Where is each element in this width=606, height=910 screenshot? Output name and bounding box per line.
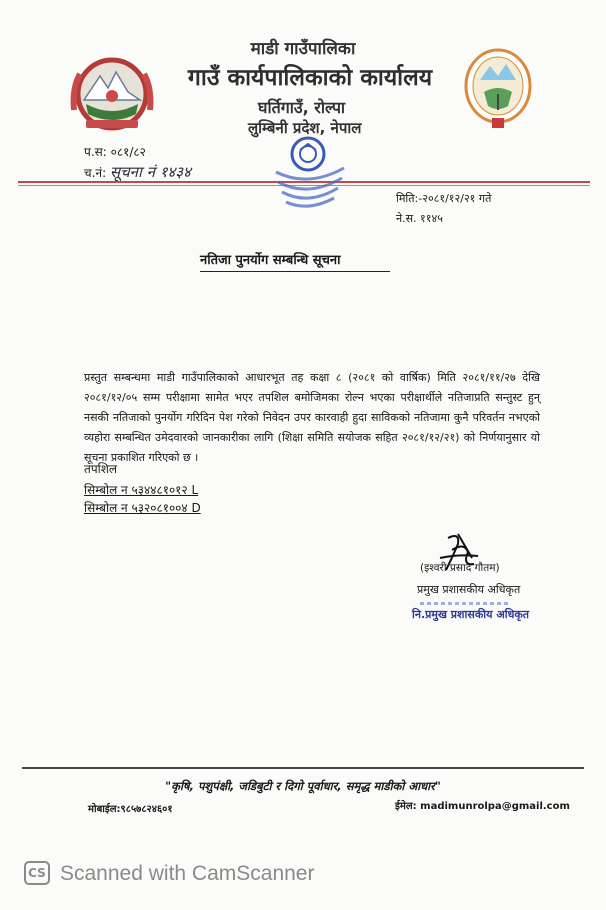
signer-name: (इश्वरी प्रसाद गौतम) <box>420 562 500 574</box>
notice-subject: नतिजा पुनर्योग सम्बन्धि सूचना <box>200 250 390 272</box>
cn-label: च.नं: <box>84 166 107 180</box>
stamp-ink-line <box>420 602 510 605</box>
municipality-name: माडी गाउँपालिका <box>250 39 356 59</box>
nepal-sambat-year: ने.स. ११४५ <box>396 212 443 225</box>
camscanner-icon: CS <box>24 861 50 885</box>
notice-body: प्रस्तुत सम्बन्धमा माडी गाउँपालिकाको आधारभूत तह कक्षा ८ (२०८१ को वार्षिक) मिति २०८१/११/२७ देखि २०८१/१२/०५ सम्म परीक्षामा सामेत भएर तपशिल बमोजिमका रोल्न भएका परीक्षार्थीले नतिजाप्रति सन्तुस्ट हुन् नसकी नतिजाको पुनर्योग गरिदिन पेश गरेको निवेदन उपर कारवाही हुदा साविकको नतिजामा कुनै परिवर्तन नभएको व्यहोरा सम्बन्धित उमेदवारको जानकारीका लागि (शिक्षा समिति सयोजक सहित २०८१/१२/२१) को निर्णयानुसार यो सूचना प्रकाशित गरिएको छ । <box>84 371 540 464</box>
symbol-number-2: सिम्बोल न ५३२०८१००४ D <box>84 501 201 515</box>
footer-phone: मोबाईल:९८५७८२४६०१ <box>88 804 173 815</box>
signer-stamp-title: नि.प्रमुख प्रशासकीय अधिकृत <box>412 608 530 621</box>
ps-reference <box>84 143 146 160</box>
footer-rule <box>22 767 584 769</box>
camscanner-watermark: Scanned with CamScanner <box>60 862 315 885</box>
signer-title: प्रमुख प्रशासकीय अधिकृत <box>417 583 521 596</box>
cn-reference <box>84 162 191 182</box>
office-name: गाउँ कार्यपालिकाको कार्यालय <box>187 65 433 91</box>
office-address: घर्तिगाउँ, रोल्पा <box>258 98 346 117</box>
footer-email: ईमेल: madimunrolpa@gmail.com <box>395 801 570 812</box>
province-name: लुम्बिनी प्रदेश, नेपाल <box>248 119 362 137</box>
symbol-number-1: सिम्बोल न ५३४४८१०१२ L <box>84 483 199 497</box>
ps-value: ०८१/८२ <box>110 145 146 159</box>
letter-date: मिति:-२०८१/१२/२१ गते <box>396 192 492 205</box>
details-heading: तपशिल <box>84 462 118 476</box>
ps-label: प.स: <box>84 145 107 159</box>
office-stamp-icon <box>268 128 352 212</box>
signature-icon <box>418 528 508 584</box>
footer-motto: "कृषि, पशुपंक्षी, जडिबुटी र दिगो पूर्वाधार, समृद्ध माडीको आधार" <box>165 779 441 793</box>
cn-value: सूचना नं १४३४ <box>109 163 191 181</box>
